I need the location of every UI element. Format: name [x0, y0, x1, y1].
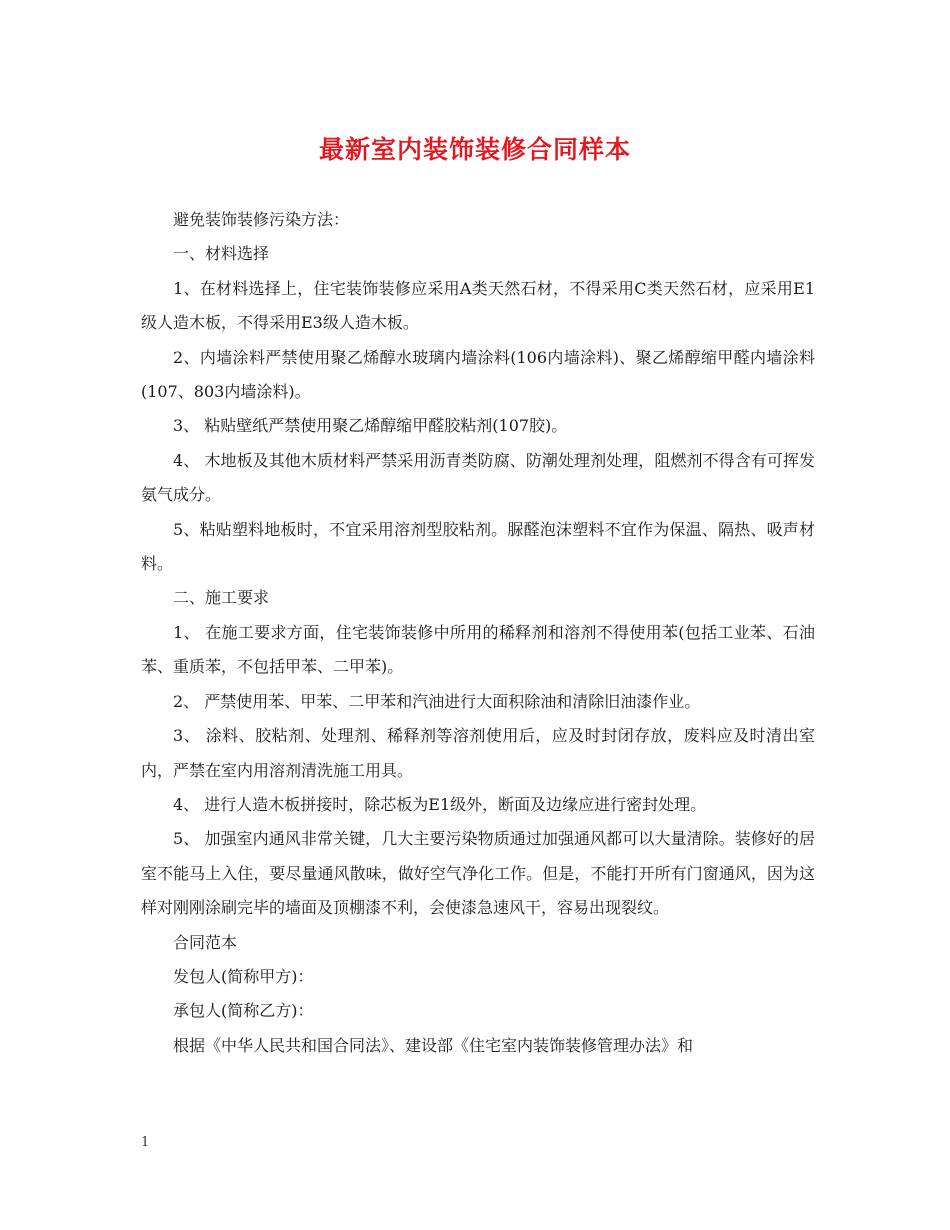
paragraph-materials-3: 3、 粘贴壁纸严禁使用聚乙烯醇缩甲醛胶粘剂(107胶)。 [173, 416, 568, 436]
paragraph-contract-basis: 根据《中华人民共和国合同法》、建设部《住宅室内装饰装修管理办法》和 [173, 1035, 694, 1055]
paragraph-construction-3: 3、 涂料、胶粘剂、处理剂、稀释剂等溶剂使用后，应及时封闭存放，废料应及时清出室内，严禁在室内用溶剂清洗施工用具。 [141, 726, 815, 780]
section-heading-construction: 二、施工要求 [173, 588, 270, 608]
field-party-a: 发包人(简称甲方)： [173, 966, 314, 986]
section-heading-contract: 合同范本 [173, 932, 238, 952]
paragraph-materials-2: 2、内墙涂料严禁使用聚乙烯醇水玻璃内墙涂料(106内墙涂料)、聚乙烯醇缩甲醛内墙涂料(107、803内墙涂料)。 [141, 347, 815, 402]
paragraph-materials-1: 1、在材料选择上，住宅装饰装修应采用A类天然石材，不得采用C类天然石材，应采用E1级人造木板，不得采用E3级人造木板。 [141, 278, 815, 333]
document-body [141, 203, 815, 1063]
section-heading-materials: 一、材料选择 [173, 244, 270, 264]
field-party-b: 承包人(简称乙方)： [173, 1001, 314, 1021]
paragraph-construction-1: 1、 在施工要求方面，住宅装饰装修中所用的稀释剂和溶剂不得使用苯(包括工业苯、石油苯、重质苯，不包括甲苯、二甲苯)。 [141, 622, 815, 677]
paragraph-construction-5: 5、 加强室内通风非常关键，几大主要污染物质通过加强通风都可以大量清除。装修好的居室不能马上入住，要尽量通风散味，做好空气净化工作。但是，不能打开所有门窗通风，因为这样对刚刚涂刷完毕的墙面及顶棚漆不利，会使漆急速风干，容易出现裂纹。 [141, 829, 815, 918]
paragraph-construction-2: 2、 严禁使用苯、甲苯、二甲苯和汽油进行大面积除油和清除旧油漆作业。 [173, 691, 701, 711]
paragraph-intro: 避免装饰装修污染方法： [173, 210, 350, 229]
paragraph-construction-4: 4、 进行人造木板拼接时，除芯板为E1级外，断面及边缘应进行密封处理。 [173, 794, 707, 814]
paragraph-materials-4: 4、 木地板及其他木质材料严禁采用沥青类防腐、防潮处理剂处理，阻燃剂不得含有可挥发氨气成分。 [141, 450, 815, 505]
document-title: 最新室内装饰装修合同样本 [318, 135, 631, 164]
paragraph-materials-5: 5、粘贴塑料地板时，不宜采用溶剂型胶粘剂。脲醛泡沫塑料不宜作为保温、隔热、吸声材料。 [141, 519, 815, 574]
page-number: 1 [141, 1135, 150, 1150]
